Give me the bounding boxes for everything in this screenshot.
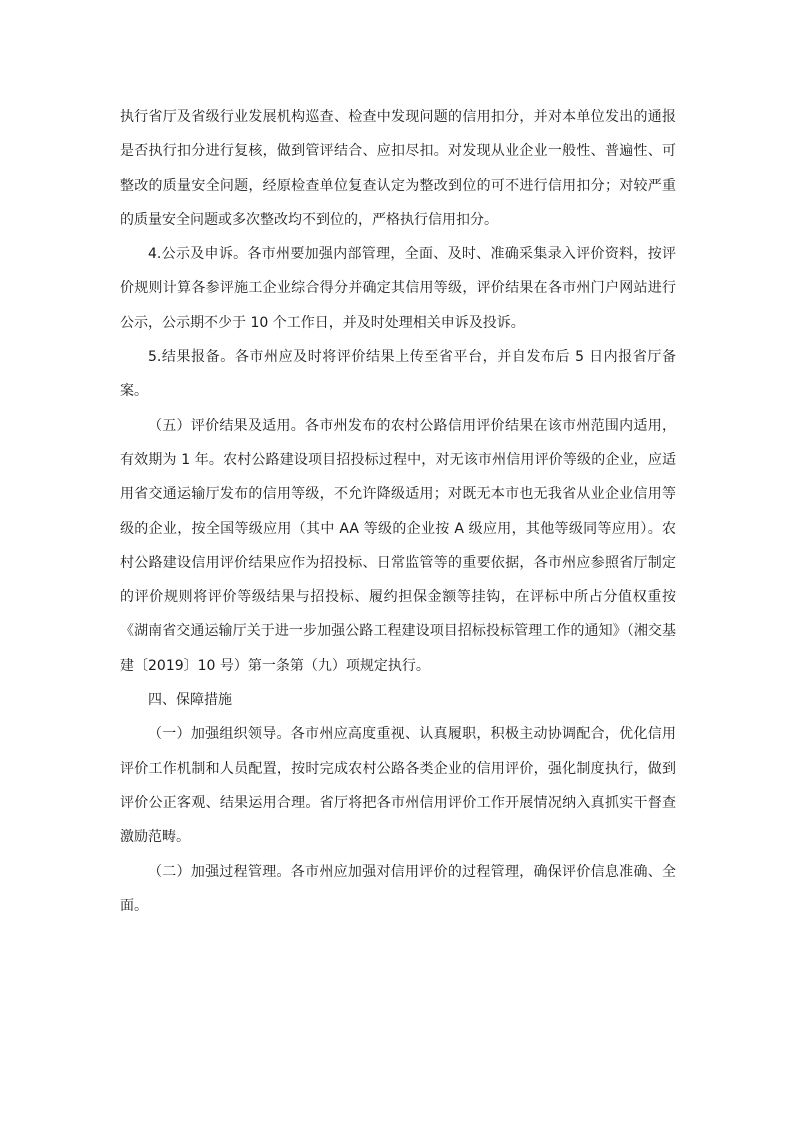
- section-heading-safeguards: 四、保障措施: [148, 692, 232, 709]
- paragraph-organizational-leadership: （一）加强组织领导。各市州应高度重视、认真履职，积极主动协调配合，优化信用评价工作机制和人员配置，按时完成农村公路各类企业的信用评价，强化制度执行，做到评价公正客观、结果运用合理。省厅将把各市州信用评价工作开展情况纳入真抓实干督查激励范畴。: [120, 726, 676, 846]
- paragraph-credit-deduction: 执行省厅及省级行业发展机构巡查、检查中发现问题的信用扣分，并对本单位发出的通报是否执行扣分进行复核，做到管评结合、应扣尽扣。对发现从业企业一般性、普遍性、可整改的质量安全问题，经原检查单位复查认定为整改到位的可不进行信用扣分；对较严重的质量安全问题或多次整改均不到位的，严格执行信用扣分。: [120, 109, 676, 228]
- paragraph-result-application: （五）评价结果及适用。各市州发布的农村公路信用评价结果在该市州范围内适用，有效期为 1 年。农村公路建设项目招投标过程中，对无该市州信用评价等级的企业，应适用省交通运输厅发布的信用等级，不允许降级适用；对既无本市也无我省从业企业信用等级的企业，按全国等级应用（其中 AA 等级的企业按 A 级应用，其他等级同等应用）。农村公路建设信用评价结果应作为招投标、日常监管等的重要依据，各市州应参照省厅制定的评价规则将评价等级结果与招投标、履约担保金额等挂钩，在评标中所占分值权重按《湖南省交通运输厅关于进一步加强公路工程建设项目招标投标管理工作的通知》（湘交基建〔2019〕10 号）第一条第（九）项规定执行。: [120, 417, 676, 674]
- paragraph-process-management: （二）加强过程管理。各市州应加强对信用评价的过程管理，确保评价信息准确、全面。: [120, 863, 676, 914]
- paragraph-publicity-appeal: 4.公示及申诉。各市州要加强内部管理，全面、及时、准确采集录入评价资料，按评价规则计算各参评施工企业综合得分并确定其信用等级，评价结果在各市州门户网站进行公示，公示期不少于 10 个工作日，并及时处理相关申诉及投诉。: [120, 246, 676, 331]
- document-body: [120, 100, 676, 923]
- paragraph-result-filing: 5.结果报备。各市州应及时将评价结果上传至省平台，并自发布后 5 日内报省厅备案。: [120, 349, 676, 400]
